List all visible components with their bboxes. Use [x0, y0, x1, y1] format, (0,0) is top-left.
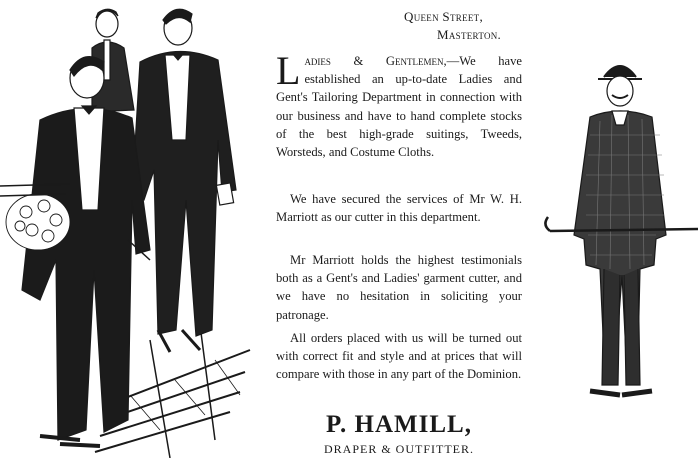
advert-paragraph-orders: All orders placed with us will be turned out with correct fit and style and at prices that will compare with those in any part of the Dominion.	[276, 331, 522, 382]
figure-middle	[132, 9, 236, 352]
bouquet-illustration	[6, 194, 70, 250]
firm-trade: DRAPER & OUTFITTER.	[323, 442, 474, 456]
gentleman-overcoat-illustration	[540, 55, 700, 435]
three-gentlemen-illustration	[0, 0, 262, 458]
advert-paragraph-testimonials: Mr Marriott holds the highest testimonials both as a Gent's and Ladies' garment cutter, and we have no hesitation in soliciting your patronage.	[276, 253, 522, 322]
address-town: Masterton.	[437, 27, 502, 42]
intro-text: —We have established an up-to-date Ladies and Gent's Tailoring Department in connection with our business and have to hand complete stocks of the best high-grade suitings, Tweeds, Worsteds, and Costume Cloths.	[276, 54, 523, 160]
salutation: adies & Gentlemen,	[304, 54, 447, 68]
advert-paragraph-cutter: We have secured the services of Mr W. H. Marriott as our cutter in this department.	[276, 192, 522, 225]
address-street: Queen Street,	[404, 9, 484, 24]
drop-cap: L	[276, 48, 301, 93]
figure-front	[0, 57, 150, 446]
advert-paragraph-intro	[276, 48, 523, 161]
firm-name: P. HAMILL,	[326, 411, 472, 438]
